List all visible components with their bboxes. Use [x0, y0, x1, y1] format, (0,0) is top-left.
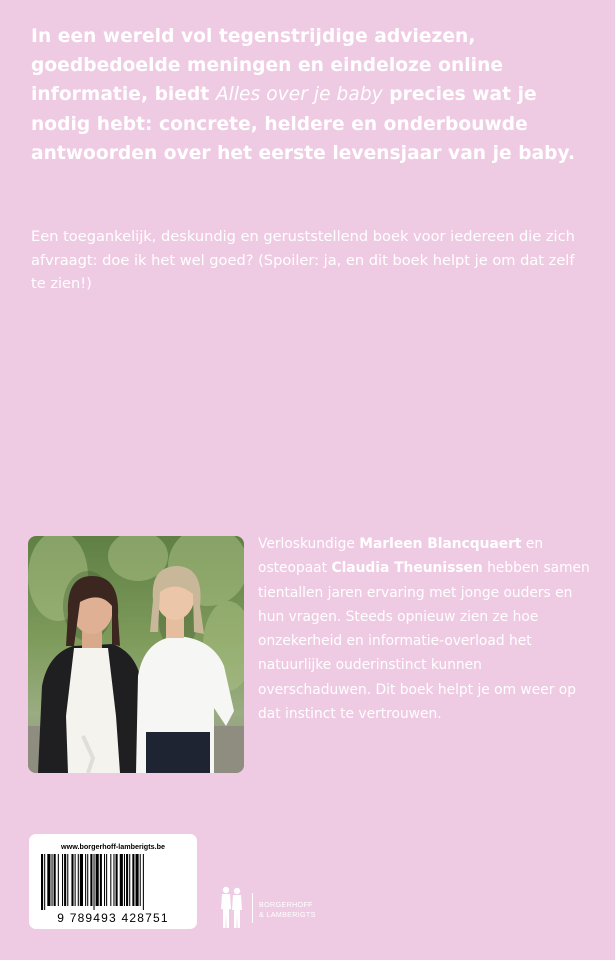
bio-middle: en osteopaat — [258, 536, 544, 577]
publisher-name — [259, 900, 316, 919]
barcode-bar — [62, 854, 63, 906]
two-figures-logo-icon — [216, 885, 248, 929]
barcode-box — [29, 834, 197, 929]
author-name-2: Claudia Theunissen — [331, 560, 483, 577]
bio-text: hebben samen tientallen jaren ervaring met jonge ouders en hun vragen. Steeds opnieuw zien ze hoe onzekerheid en informatie-overload het natuurlijke ouderinstinct kunnen overschaduwen. Dit boek helpt je om weer op dat instinct te vertrouwen. — [258, 560, 590, 723]
barcode-bar — [126, 854, 128, 906]
author-name-1: Marleen Blancquaert — [359, 536, 522, 552]
barcode-bar — [85, 854, 86, 906]
authors-bio — [258, 532, 598, 726]
barcode-bar — [129, 854, 130, 906]
book-title: Alles over je baby — [215, 84, 383, 106]
barcode-bar — [113, 854, 114, 906]
tagline-paragraph: Een toegankelijk, deskundig en geruststellend boek voor iedereen die zich afvraagt: doe ik het wel goed? (Spoiler: ja, en dit boek helpt je om dat zelf te zien!) — [31, 228, 575, 292]
intro-text-before: In een wereld vol tegenstrijdige adviezen, goedbedoelde meningen en eindeloze online informatie, biedt — [31, 26, 504, 106]
publisher-name-line-2: & LAMBERIGTS — [259, 909, 316, 919]
barcode-bar — [132, 854, 134, 906]
publisher-logo — [216, 883, 346, 929]
barcode-bar — [136, 854, 139, 906]
barcode-bar — [78, 854, 79, 906]
barcode-bar — [140, 854, 141, 906]
barcode-bar — [54, 854, 56, 906]
barcode-bar — [143, 854, 144, 910]
barcode-bar — [80, 854, 83, 906]
barcode-bar — [58, 854, 59, 906]
barcode-bar — [87, 854, 88, 906]
barcode-bar — [64, 854, 66, 906]
barcode-bar — [96, 854, 99, 906]
authors-photo — [28, 536, 244, 773]
barcode-bar — [75, 854, 76, 906]
intro-text-after: precies wat je nodig hebt: concrete, heldere en onderbouwde antwoorden over het eerste levensjaar van je baby. — [31, 84, 576, 164]
barcode-bar — [41, 854, 43, 910]
barcode-icon — [41, 854, 185, 910]
barcode-bar — [120, 854, 123, 906]
barcode-bar — [100, 854, 102, 906]
barcode-bar — [90, 854, 92, 906]
isbn-number: 9 789493 428751 — [57, 911, 169, 925]
barcode-bar — [47, 854, 50, 906]
publisher-url: www.borgerhoff-lamberigts.be — [61, 842, 165, 851]
barcode-bar — [44, 854, 45, 910]
barcode-bar — [110, 854, 111, 906]
barcode-bar — [104, 854, 105, 906]
barcode-bar — [94, 854, 95, 910]
intro-paragraph — [31, 22, 591, 168]
barcode-bar — [71, 854, 73, 906]
publisher-divider — [252, 893, 253, 923]
barcode-bar — [116, 854, 118, 906]
barcode-bar — [67, 854, 68, 906]
barcode-bar — [124, 854, 125, 906]
barcode-bar — [52, 854, 53, 906]
barcode-bar — [106, 854, 107, 906]
publisher-name-line-1: BORGERHOFF — [259, 900, 313, 909]
bio-prefix: Verloskundige — [258, 536, 360, 552]
